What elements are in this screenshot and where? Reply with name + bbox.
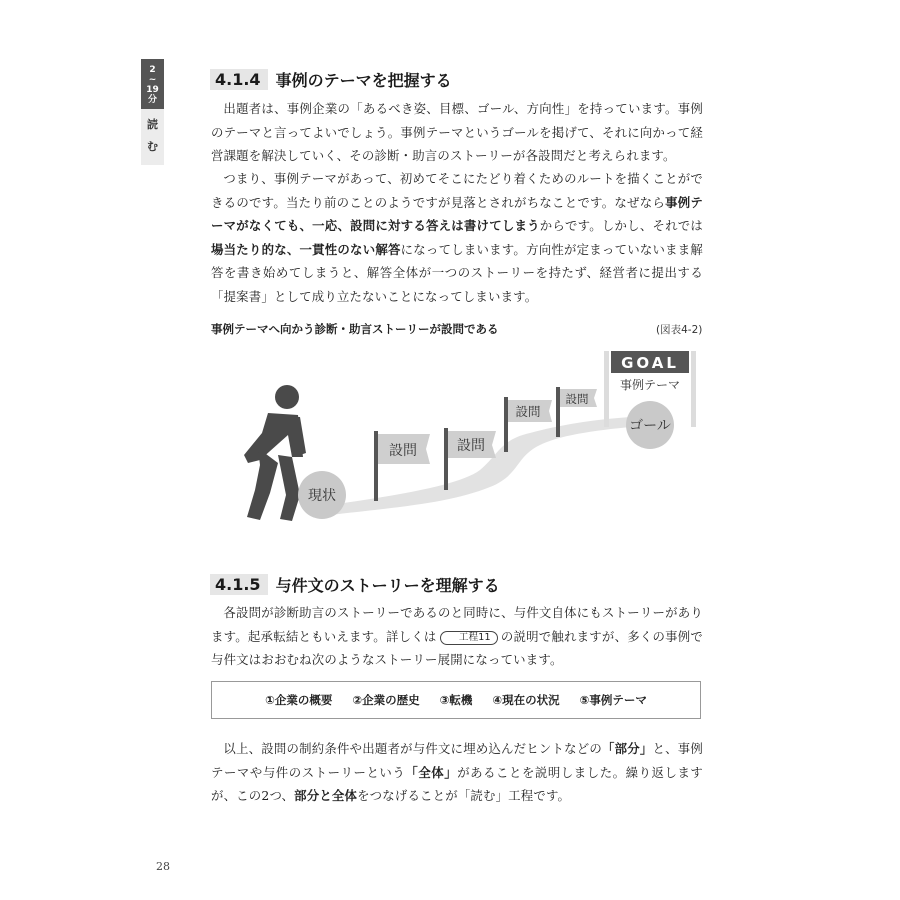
text: と、事例テーマや与件のストーリーという — [211, 741, 704, 780]
bold-text: 場当たり的な、一貫性のない解答 — [211, 241, 401, 257]
text: 以上、設問の制約条件や出題者が与件文に埋め込んだヒントなどの — [223, 741, 603, 756]
paragraph — [211, 167, 703, 308]
story-item: ④現在の状況 — [492, 693, 560, 707]
text: からです。しかし、それでは — [539, 218, 703, 233]
time-end: 19 — [146, 85, 159, 95]
text: 各設問が診断助言のストーリーであるのと同時に、与件文自体にもストーリーがあります。起承転結ともいえます。詳しくは — [211, 605, 703, 644]
time-start: 2 — [149, 65, 156, 75]
paragraph — [211, 737, 703, 808]
paragraph: 出題者は、事例企業の「あるべき姿、目標、ゴール、方向性」を持っています。事例のテーマと言ってよいでしょう。事例テーマというゴールを掲げて、それに向かって経営課題を解決していく、その診断・助言のストーリーが各設問だと考えられます。 — [211, 101, 703, 163]
story-structure-box — [211, 681, 701, 719]
flag-label: 設問 — [565, 392, 589, 406]
step-char-2: む — [147, 140, 158, 153]
step-indicator — [141, 109, 164, 165]
flag-label: 設問 — [515, 404, 541, 419]
flag-label: 設問 — [389, 443, 417, 459]
text: の説明で触れますが、多くの事例で与件文はおおむね次のようなストーリー展開になっています。 — [211, 628, 703, 667]
bold-text: 事例テーマがなくても、一応、設問に対する答えは書けてしまう — [211, 194, 703, 233]
bold-text: 部分と全体 — [294, 788, 358, 803]
bold-text: 「部分」 — [602, 741, 653, 756]
goal-gate — [604, 351, 696, 449]
section-heading-4-1-4 — [210, 68, 452, 91]
story-item: ⑤事例テーマ — [579, 693, 647, 707]
story-item: ③転機 — [439, 693, 473, 707]
time-unit: 分 — [147, 95, 157, 105]
text: つまり、事例テーマがあって、初めてそこにたどり着くためのルートを描くことができるのです。当たり前のことのようですが見落とされがちなことです。なぜなら — [211, 171, 703, 210]
goal-banner: GOAL — [621, 354, 679, 372]
text: があることを説明しました。繰り返しますが、この2つ、 — [211, 764, 703, 803]
story-item: ②企業の歴史 — [352, 693, 420, 707]
story-figure — [200, 345, 710, 535]
section-heading-4-1-5 — [210, 573, 500, 596]
process-reference-chip: 工程11 — [440, 631, 498, 645]
story-item: ①企業の概要 — [265, 693, 333, 707]
walking-person-icon — [244, 385, 306, 521]
figure-title: 事例テーマへ向かう診断・助言ストーリーが設問である — [211, 322, 499, 336]
start-label: 現状 — [308, 488, 336, 504]
flag-label: 設問 — [457, 438, 485, 454]
road-path — [330, 415, 655, 515]
figure-reference: (図表4-2) — [656, 324, 703, 336]
goal-label: ゴール — [629, 418, 671, 434]
section-number: 4.1.4 — [210, 69, 268, 90]
time-indicator — [141, 59, 164, 109]
time-tilde: ~ — [148, 75, 157, 85]
bold-text: 「全体」 — [405, 764, 458, 780]
text: をつなげることが「読む」工程です。 — [357, 788, 571, 803]
goal-theme: 事例テーマ — [619, 378, 681, 392]
section-title: 与件文のストーリーを理解する — [275, 576, 500, 595]
section-title: 事例のテーマを把握する — [275, 71, 452, 90]
chapter-side-tab — [141, 59, 164, 165]
text: になってしまいます。方向性が定まっていないまま解答を書き始めてしまうと、解答全体が一つのストーリーを持たず、経営者に提出する「提案書」として成り立たないことになってしまいます。 — [211, 241, 704, 304]
paragraph — [211, 601, 703, 672]
page-number: 28 — [156, 860, 170, 873]
section-number: 4.1.5 — [210, 574, 268, 595]
step-char-1: 読 — [147, 118, 158, 131]
